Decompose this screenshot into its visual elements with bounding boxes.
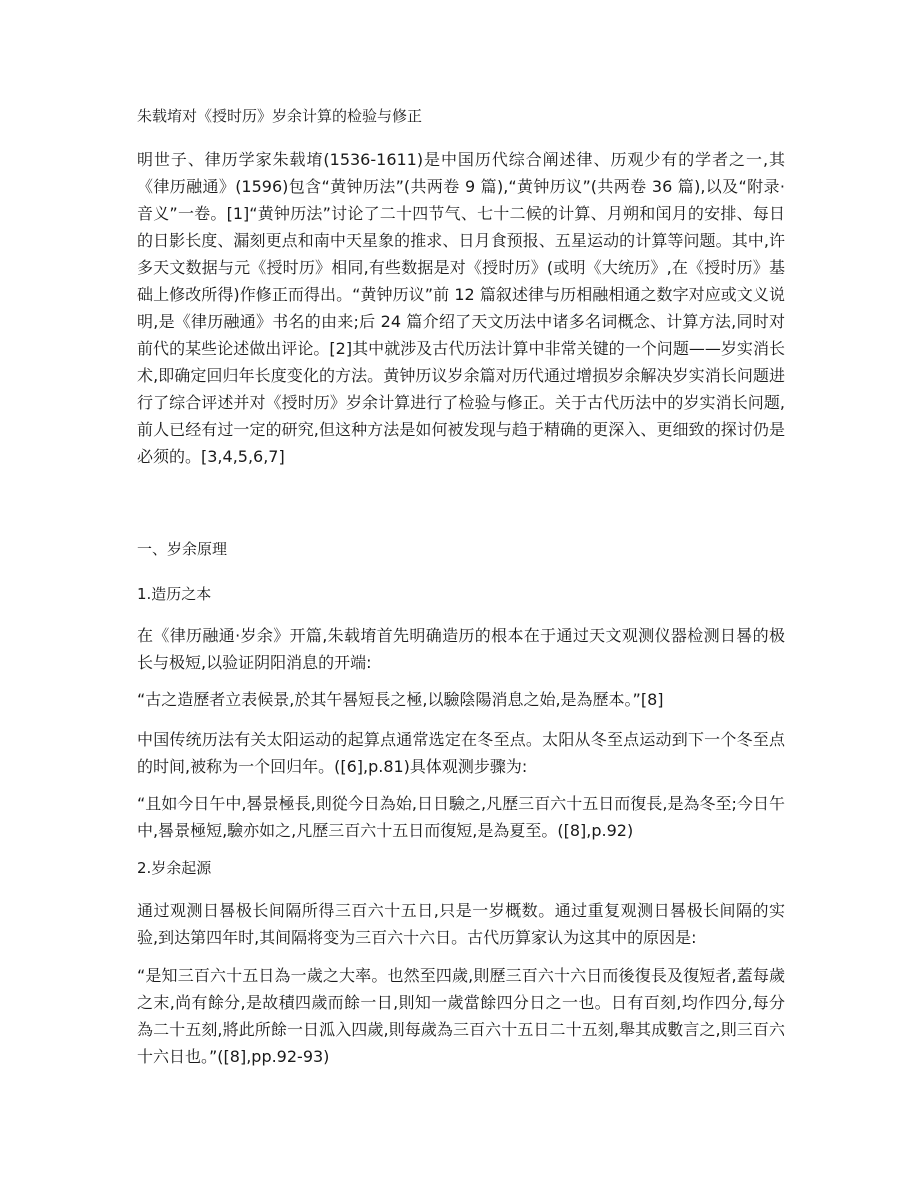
quote-paragraph: “且如今日午中,晷景極長,則從今日為始,日日驗之,凡歷三百六十五日而復長,是為冬至;今日午中,晷景極短,驗亦如之,凡歷三百六十五日而復短,是為夏至。([8],p.92) [137,794,785,840]
subsection-heading: 1.造历之本 [137,585,212,603]
quote-paragraph: “古之造歷者立表候景,於其午晷短長之極,以驗陰陽消息之始,是為歷本。”[8] [137,690,664,709]
quote-paragraph: “是知三百六十五日為一歲之大率。也然至四歲,則歷三百六十六日而後復長及復短者,蓋每歲之末,尚有餘分,是故積四歲而餘一日,則知一歲當餘四分日之一也。日有百刻,均作四分,每分為二十五刻,將此所餘一日泒入四歲,則每歲為三百六十五日二十五刻,舉其成數言之,則三百六十六日也。”([8],pp.92-93) [137,966,785,1066]
document-title: 朱载堉对《授时历》岁余计算的检验与修正 [137,107,423,125]
section-heading: 一、岁余原理 [137,540,228,558]
body-paragraph: 在《律历融通·岁余》开篇,朱载堉首先明确造历的根本在于通过天文观测仪器检测日晷的极长与极短,以验证阴阳消息的开端: [137,626,785,672]
subsection-heading: 2.岁余起源 [137,859,212,877]
body-paragraph: 通过观测日晷极长间隔所得三百六十五日,只是一岁概数。通过重复观测日晷极长间隔的实验,到达第四年时,其间隔将变为三百六十六日。古代历算家认为这其中的原因是: [137,901,785,947]
intro-paragraph: 明世子、律历学家朱载堉(1536-1611)是中国历代综合阐述律、历观少有的学者之一,其《律历融通》(1596)包含“黄钟历法”(共两卷 9 篇),“黄钟历议”(共两卷 36 篇),以及“附录·音义”一卷。[1]“黄钟历法”讨论了二十四节气、七十二候的计算、月朔和闰月的安排、每日的日影长度、漏刻更点和南中天星象的推求、日月食预报、五星运动的计算等问题。其中,许多天文数据与元《授时历》相同,有些数据是对《授时历》(或明《大统历》,在《授时历》基础上修改所得)作修正而得出。“黄钟历议”前 12 篇叙述律与历相融相通之数字对应或文义说明,是《律历融通》书名的由来;后 24 篇介绍了天文历法中诸多名词概念、计算方法,同时对前代的某些论述做出评论。[2]其中就涉及古代历法计算中非常关键的一个问题——岁实消长术,即确定回归年长度变化的方法。黄钟历议岁余篇对历代通过增损岁余解决岁实消长问题进行了综合评述并对《授时历》岁余计算进行了检验与修正。关于古代历法中的岁实消长问题,前人已经有过一定的研究,但这种方法是如何被发现与趋于精确的更深入、更细致的探讨仍是必须的。[3,4,5,6,7] [137,150,785,466]
body-paragraph: 中国传统历法有关太阳运动的起算点通常选定在冬至点。太阳从冬至点运动到下一个冬至点的时间,被称为一个回归年。([6],p.81)具体观测步骤为: [137,730,785,776]
